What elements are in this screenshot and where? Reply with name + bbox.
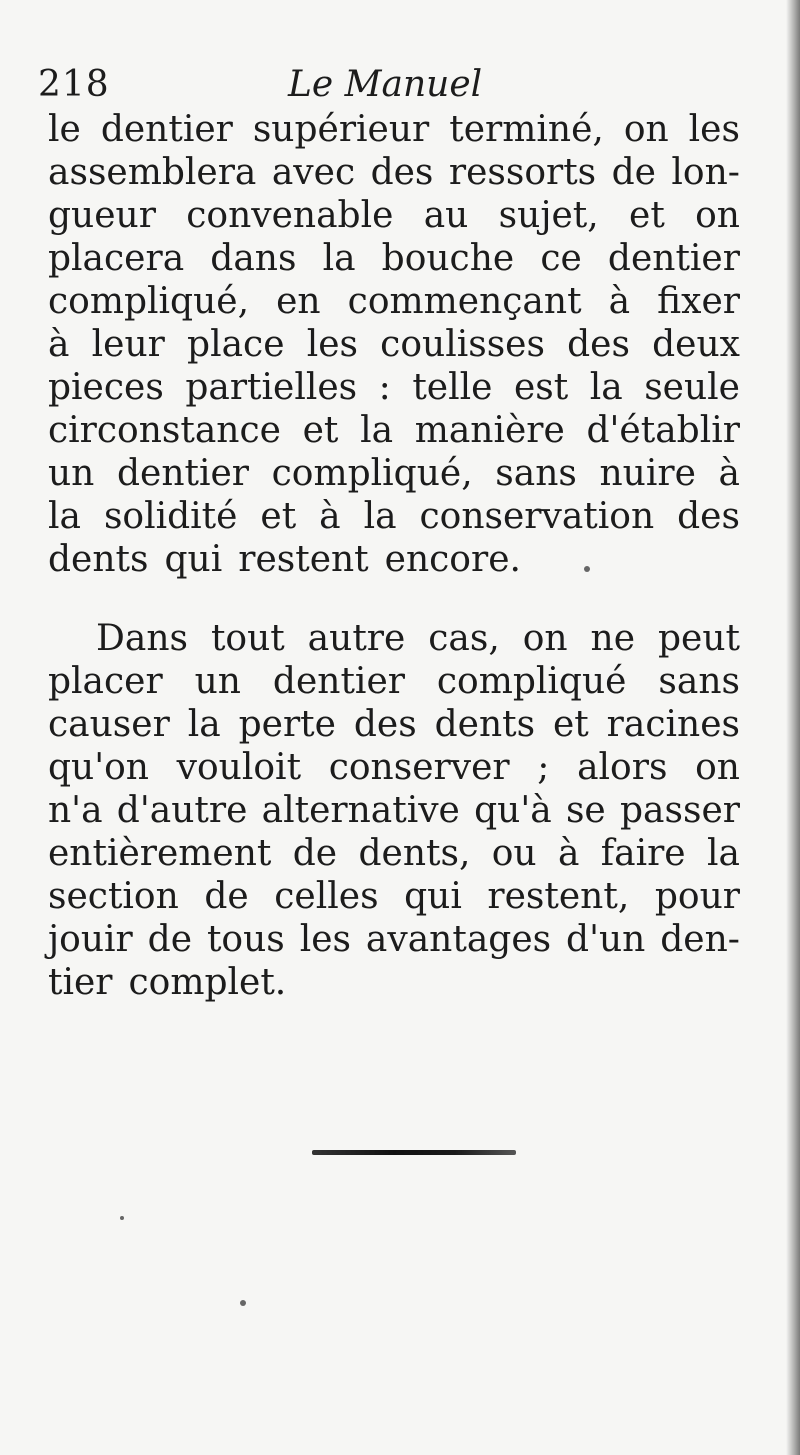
word: telle [412, 367, 493, 408]
word: den- [660, 919, 740, 960]
paragraph-1 [48, 108, 740, 581]
text-line [48, 452, 740, 495]
word: convenable [186, 195, 394, 236]
word: complet. [128, 962, 287, 1003]
text-line [48, 495, 740, 538]
word: partielles [185, 367, 358, 408]
word: qui [164, 539, 223, 580]
word: sujet, [498, 195, 599, 236]
word: alternative [261, 790, 460, 831]
word: on [522, 618, 568, 659]
word: nuire [599, 453, 696, 494]
word: sans [495, 453, 577, 494]
word: avantages [365, 919, 552, 960]
word: jouir [48, 919, 133, 960]
word: gueur [48, 195, 156, 236]
word: des [677, 496, 740, 537]
word: est [513, 367, 569, 408]
word: la [322, 238, 356, 279]
text-line [48, 151, 740, 194]
word: placer [48, 661, 163, 702]
word: on [623, 109, 669, 150]
word: peut [657, 618, 740, 659]
word: compliqué, [48, 281, 250, 322]
text-line [48, 366, 740, 409]
paragraph-2 [48, 617, 740, 1004]
word: d'autre [116, 790, 248, 831]
word: circonstance [48, 410, 281, 451]
word: celles [274, 876, 379, 917]
word: causer [48, 704, 170, 745]
word: assemblera [48, 152, 257, 193]
word: des [370, 152, 434, 193]
text-line [48, 918, 740, 961]
word: tout [210, 618, 285, 659]
text-line [48, 617, 740, 660]
word: bouche [381, 238, 515, 279]
ink-speck [120, 1216, 124, 1220]
word: on [695, 747, 740, 788]
word: compliqué, [271, 453, 473, 494]
word: avec [271, 152, 356, 193]
word: les [688, 109, 740, 150]
ink-speck [584, 566, 590, 572]
word: qu'à [474, 790, 552, 831]
text-line [48, 832, 740, 875]
word: et [552, 704, 589, 745]
word: restent, [487, 876, 630, 917]
text-line [48, 280, 740, 323]
word: la [589, 367, 623, 408]
word: encore. [384, 539, 521, 580]
word: supérieur [252, 109, 430, 150]
word: Dans [96, 618, 188, 659]
word: vouloit [176, 747, 302, 788]
word: en [276, 281, 321, 322]
word: ne [590, 618, 636, 659]
word: au [423, 195, 469, 236]
word: ce [540, 238, 582, 279]
word: tier [48, 962, 113, 1003]
word: ; [537, 747, 550, 788]
word: entièrement [48, 833, 272, 874]
word: place [187, 324, 285, 365]
text-line [48, 108, 740, 151]
word: section [48, 876, 179, 917]
word: faire [600, 833, 686, 874]
word: compliqué [436, 661, 627, 702]
word: dents [434, 704, 536, 745]
word: alors [577, 747, 668, 788]
word: la [363, 496, 397, 537]
word: : [378, 367, 391, 408]
word: cas, [428, 618, 500, 659]
word: n'a [48, 790, 103, 831]
word: de [204, 876, 249, 917]
word: commençant [347, 281, 582, 322]
word: qui [404, 876, 462, 917]
word: on [695, 195, 740, 236]
word: restent [238, 539, 369, 580]
running-head [38, 64, 740, 114]
section-divider-rule [312, 1150, 516, 1155]
word: d'établir [586, 410, 740, 451]
word: la [187, 704, 221, 745]
word: les [306, 324, 358, 365]
text-line [48, 194, 740, 237]
word: seule [644, 367, 740, 408]
word: ou [491, 833, 537, 874]
word: dentier [272, 661, 405, 702]
word: conserver [328, 747, 510, 788]
word: des [353, 704, 417, 745]
word: sans [658, 661, 740, 702]
word: à [48, 324, 70, 365]
word: pour [654, 876, 740, 917]
word: autre [307, 618, 406, 659]
ink-speck [240, 1300, 246, 1306]
running-title: Le Manuel [288, 64, 483, 105]
word: dents [48, 539, 149, 580]
word: dents, [358, 833, 471, 874]
word: lon- [671, 152, 740, 193]
word: terminé, [449, 109, 604, 150]
text-line [48, 323, 740, 366]
page-number: 218 [38, 64, 110, 105]
word: ressorts [448, 152, 597, 193]
word: à [557, 833, 580, 874]
word: et [629, 195, 665, 236]
word: se [565, 790, 606, 831]
word: un [48, 453, 95, 494]
word: un [194, 661, 241, 702]
text-line [48, 875, 740, 918]
word: la [48, 496, 81, 537]
text-line [48, 703, 740, 746]
word: dans [210, 238, 297, 279]
word: manière [414, 410, 565, 451]
word: à [608, 281, 631, 322]
word: et [302, 410, 339, 451]
text-line [48, 538, 740, 581]
word: solidité [103, 496, 238, 537]
text-line [48, 237, 740, 280]
word: à [319, 496, 341, 537]
word: fixer [657, 281, 740, 322]
word: dentier [100, 109, 233, 150]
word: et [260, 496, 297, 537]
word: le [48, 109, 81, 150]
word: d'un [566, 919, 646, 960]
word: passer [619, 790, 740, 831]
word: conservation [419, 496, 655, 537]
word: dentier [607, 238, 740, 279]
word: des [567, 324, 630, 365]
word: de [147, 919, 193, 960]
word: deux [652, 324, 740, 365]
word: dentier [116, 453, 250, 494]
word: qu'on [48, 747, 149, 788]
word: placera [48, 238, 185, 279]
word: de [292, 833, 338, 874]
word: perte [238, 704, 336, 745]
word: les [299, 919, 351, 960]
word: pieces [48, 367, 164, 408]
word: à [718, 453, 740, 494]
word: tous [206, 919, 285, 960]
text-line [48, 746, 740, 789]
word: de [611, 152, 656, 193]
text-line [48, 660, 740, 703]
text-line [48, 961, 740, 1004]
word: la [360, 410, 394, 451]
word: la [706, 833, 740, 874]
word: leur [91, 324, 165, 365]
text-line [48, 789, 740, 832]
word: coulisses [380, 324, 545, 365]
text-line [48, 409, 740, 452]
word: racines [606, 704, 740, 745]
